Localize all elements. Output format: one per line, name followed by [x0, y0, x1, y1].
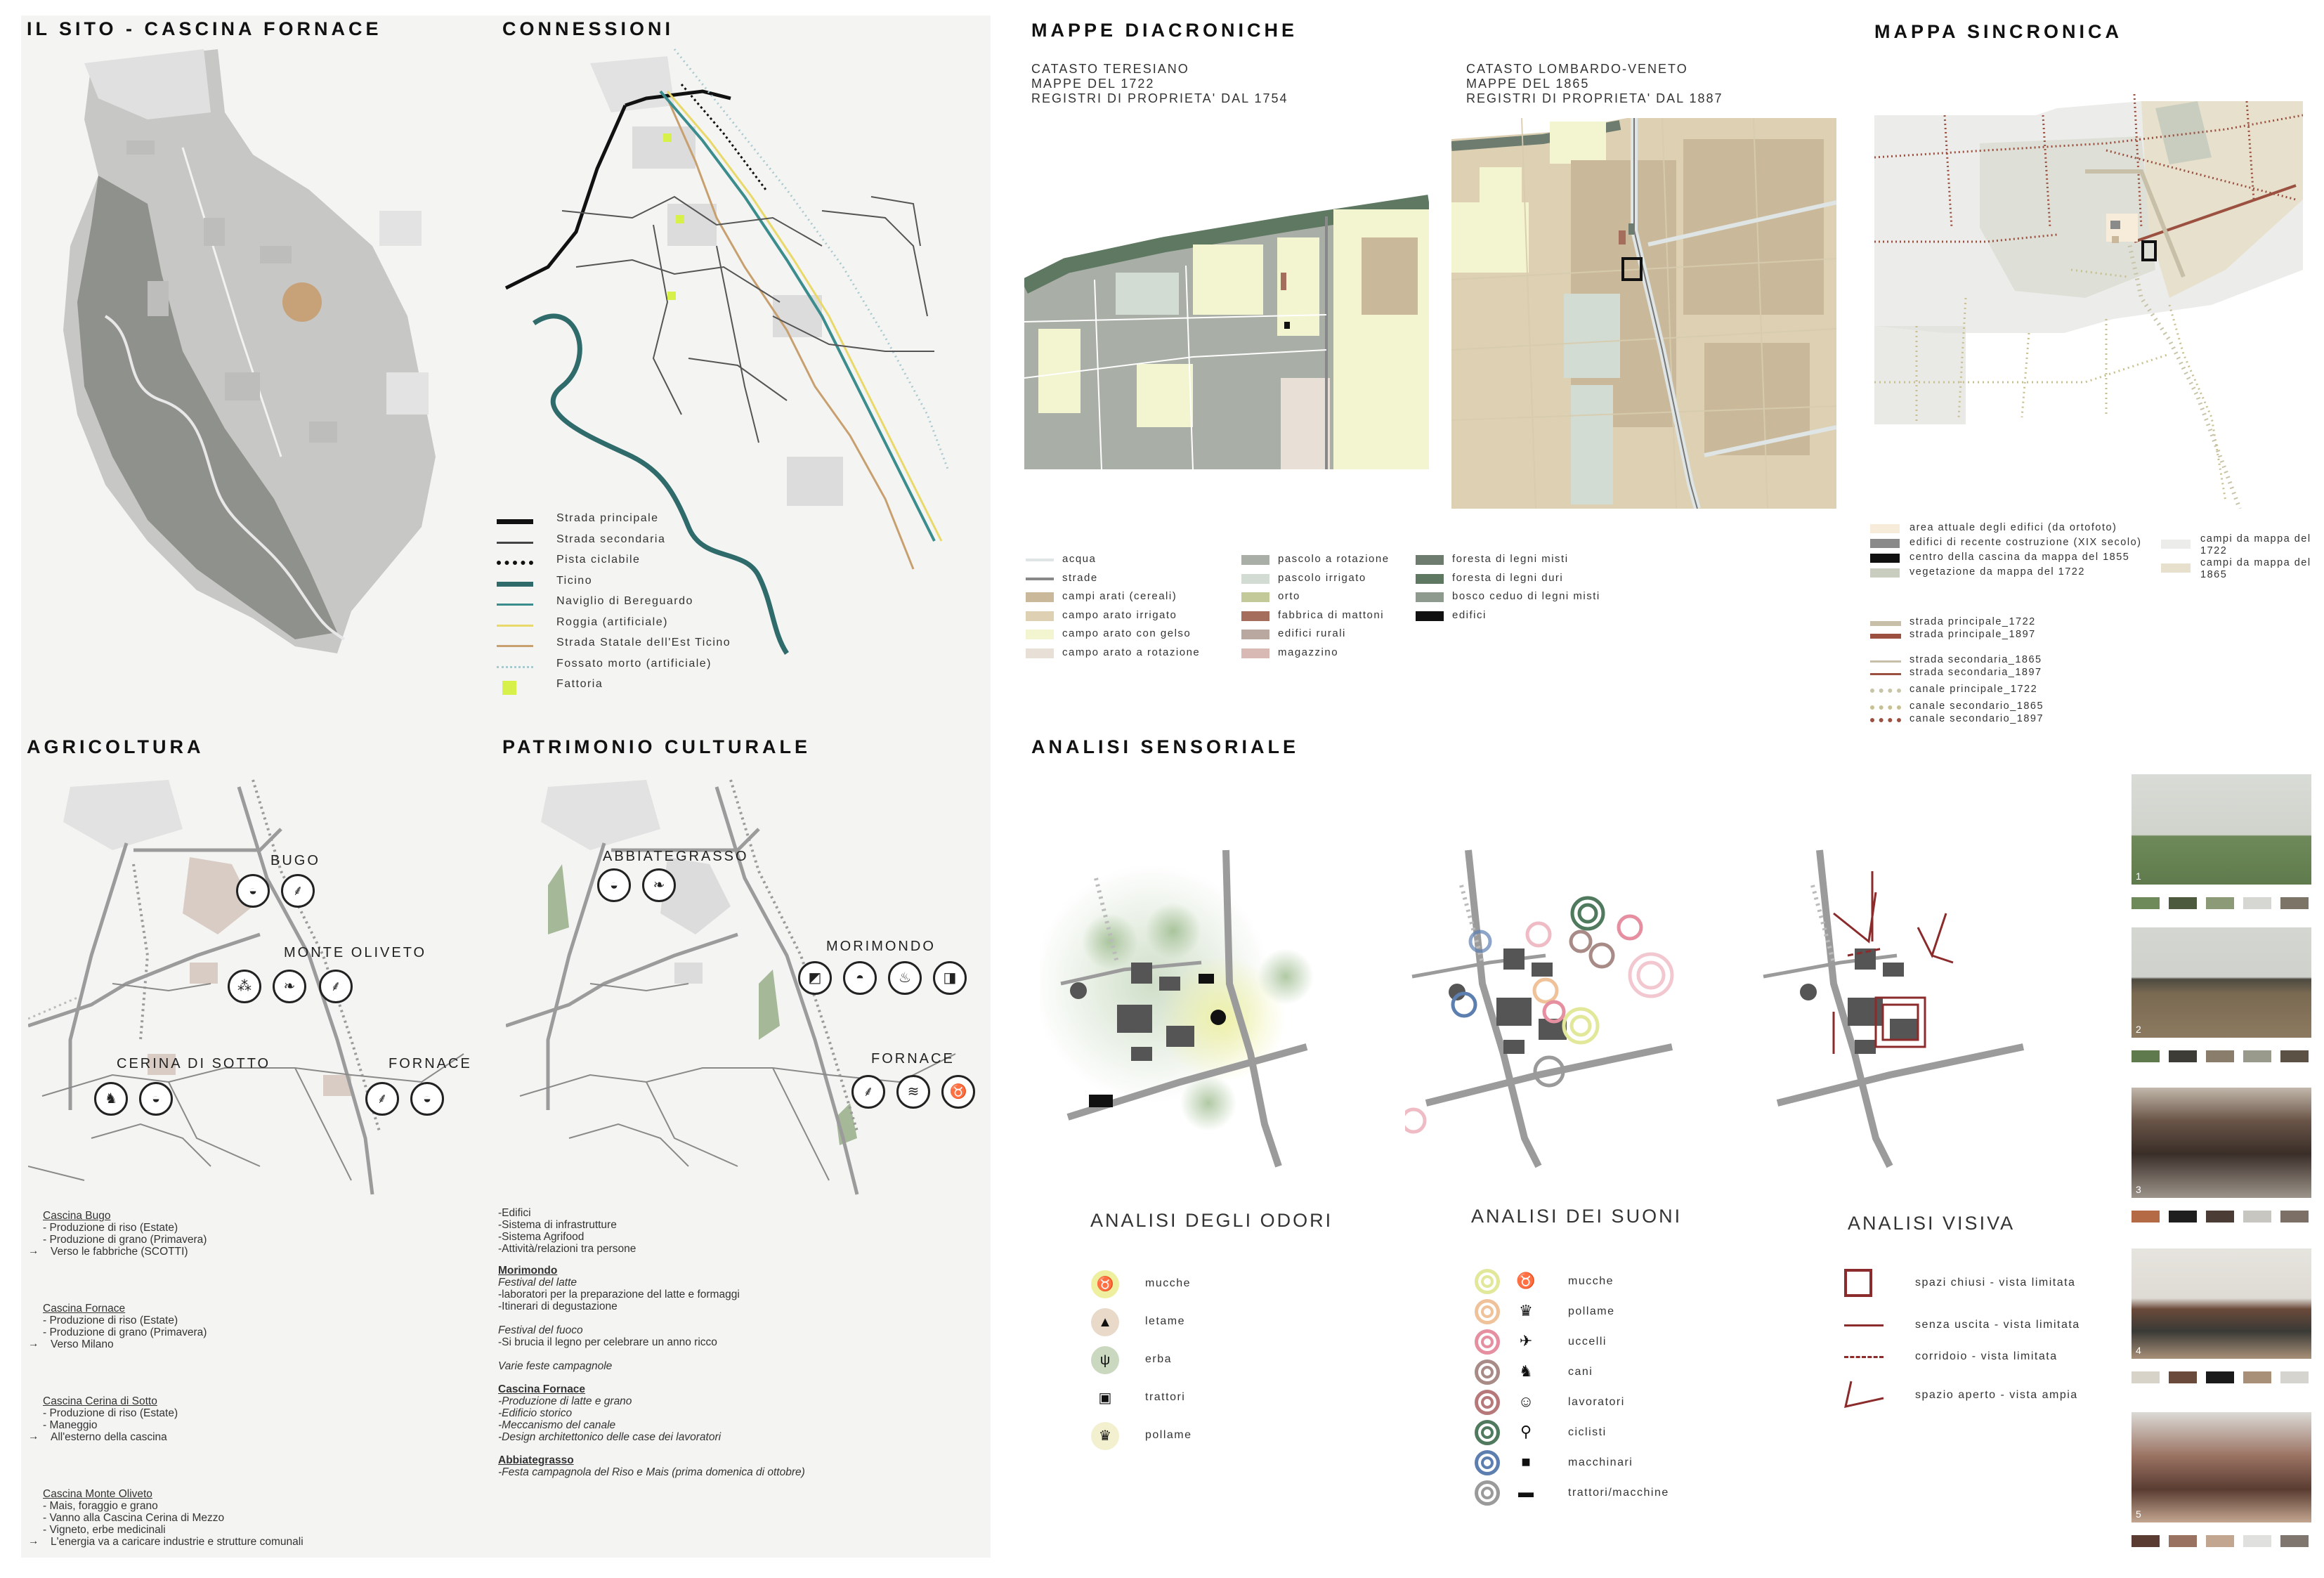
connessioni-legend-swatch — [497, 542, 533, 544]
diacroniche-legend-label: acqua — [1062, 553, 1097, 565]
palette-swatch — [2280, 897, 2309, 909]
patrimonio-label-morimondo: MORIMONDO — [826, 939, 936, 954]
sincronica-line-swatch — [1870, 718, 1901, 722]
machine-icon: ■ — [1521, 1453, 1531, 1471]
dog-icon: ♞ — [1519, 1362, 1533, 1380]
arrow-right-icon: → — [28, 1535, 39, 1547]
patrimonio-block-title: Morimondo — [498, 1265, 558, 1277]
corridor-icon — [1844, 1356, 1884, 1358]
sincronica-area-label: area attuale degli edifici (da ortofoto) — [1910, 522, 2117, 533]
agri-note-title: Cascina Bugo — [43, 1210, 111, 1222]
sincronica-area-swatch — [1870, 539, 1900, 548]
agri-note-line: - Produzione di grano (Primavera) — [43, 1326, 207, 1338]
agri-note-arrow-text: L'energia va a caricare industrie e strutture comunali — [51, 1536, 303, 1548]
connessioni-legend-label: Strada secondaria — [556, 533, 666, 545]
section-title-patrimonio: PATRIMONIO CULTURALE — [502, 736, 811, 757]
diacroniche-legend-swatch — [1241, 611, 1269, 621]
connessioni-legend-swatch — [497, 645, 533, 647]
palette-swatch — [2206, 1535, 2234, 1547]
palette-swatch — [2280, 1535, 2309, 1547]
agri-note-arrow-text: All'esterno della cascina — [51, 1431, 167, 1443]
sincronica-field-label: campi da mappa del 1722 — [2200, 533, 2311, 556]
catasto2-line2: MAPPE DEL 1865 — [1466, 77, 1590, 91]
palette-swatch — [2243, 897, 2271, 909]
palette-swatch — [2132, 1211, 2160, 1222]
palette-swatch — [2132, 1371, 2160, 1383]
catasto2-title: CATASTO LOMBARDO-VENETO — [1466, 62, 1688, 76]
sincronica-area-swatch — [1870, 568, 1900, 578]
diacroniche-legend-label: foresta di legni misti — [1452, 553, 1569, 565]
sound-ring-swatch — [1475, 1420, 1500, 1445]
odori-legend-label: trattori — [1145, 1391, 1186, 1403]
catasto2-line3: REGISTRI DI PROPRIETA' DAL 1887 — [1466, 91, 1723, 105]
palette-swatch — [2169, 897, 2197, 909]
patrimonio-intro-line: -Sistema Agrifood — [498, 1231, 585, 1243]
patrimonio-block-line: Varie feste campagnole — [498, 1360, 613, 1372]
diacroniche-legend-swatch — [1241, 555, 1269, 565]
sound-ring-swatch — [1475, 1480, 1500, 1506]
suoni-legend-label: mucche — [1568, 1275, 1614, 1287]
section-title-agricoltura: AGRICOLTURA — [27, 736, 204, 757]
cloche-icon: ◓ — [843, 961, 877, 995]
worker-icon: ☺ — [1517, 1393, 1534, 1410]
rice-bowl-icon: ◒ — [139, 1082, 173, 1116]
sincronica-area-label: edifici di recente costruzione (XIX secolo) — [1910, 537, 2142, 548]
site-photo — [2132, 1248, 2311, 1359]
site-photo — [2132, 1088, 2311, 1198]
diacroniche-legend-label: foresta di legni duri — [1452, 571, 1564, 584]
palette-swatch — [2206, 1050, 2234, 1062]
sincronica-line-label: strada principale_1722 — [1910, 616, 2036, 627]
diacroniche-legend-label: strade — [1062, 571, 1098, 584]
sincronica-line-swatch — [1870, 689, 1901, 693]
corn-icon: ❧ — [273, 970, 306, 1003]
site-photo — [2132, 774, 2311, 885]
sound-ring-swatch — [1475, 1329, 1500, 1355]
patrimonio-block-line: -Si brucia il legno per celebrare un anno ricco — [498, 1336, 717, 1348]
palette-swatch — [2243, 1211, 2271, 1222]
agri-note-line: - Vanno alla Cascina Cerina di Mezzo — [43, 1512, 225, 1524]
patrimonio-block-line: -Itinerari di degustazione — [498, 1300, 618, 1312]
patrimonio-label-abbiategrasso: ABBIATEGRASSO — [603, 849, 749, 864]
cow-icon: ♉ — [1091, 1270, 1119, 1298]
sound-ring-swatch — [1475, 1450, 1500, 1475]
patrimonio-block-line: -Produzione di latte e grano — [498, 1395, 632, 1407]
suoni-legend-label: ciclisti — [1568, 1426, 1607, 1438]
sincronica-line-label: strada secondaria_1897 — [1910, 667, 2042, 678]
diacroniche-legend-swatch — [1026, 648, 1054, 658]
palette-swatch — [2206, 897, 2234, 909]
agri-note-arrow-text: Verso Milano — [51, 1338, 114, 1350]
sincronica-area-label: vegetazione da mappa del 1722 — [1910, 566, 2085, 578]
rice-bowl-icon: ◒ — [236, 874, 270, 908]
palette-swatch — [2132, 1050, 2160, 1062]
suoni-legend-label: macchinari — [1568, 1456, 1633, 1468]
patrimonio-intro-line: -Sistema di infrastrutture — [498, 1219, 617, 1231]
palette-swatch — [2243, 1050, 2271, 1062]
diacroniche-legend-label: campo arato con gelso — [1062, 627, 1192, 639]
diacroniche-legend-label: orto — [1278, 590, 1300, 602]
patrimonio-intro-line: -Edifici — [498, 1207, 531, 1219]
patrimonio-intro-line: -Attività/relazioni tra persone — [498, 1243, 637, 1255]
sincronica-line-swatch — [1870, 634, 1901, 639]
wheat-icon: ⸙ — [851, 1075, 885, 1109]
open-view-icon — [1844, 1378, 1886, 1409]
palette-swatch — [2243, 1371, 2271, 1383]
connessioni-legend-label: Strada principale — [556, 512, 659, 524]
palette-swatch — [2169, 1535, 2197, 1547]
diacroniche-legend-swatch — [1241, 630, 1269, 639]
diacroniche-legend-swatch — [1241, 648, 1269, 658]
palette-swatch — [2169, 1050, 2197, 1062]
diacroniche-legend-swatch — [1026, 578, 1054, 580]
agri-note-line: - Mais, foraggio e grano — [43, 1500, 158, 1512]
visiva-legend-label: corridoio - vista limitata — [1915, 1350, 2058, 1362]
palette-swatch — [2206, 1371, 2234, 1383]
patrimonio-block-line: -Design architettonico delle case dei lavoratori — [498, 1431, 722, 1443]
site-overview-map — [42, 35, 464, 667]
sincronica-line-swatch — [1870, 673, 1901, 675]
diacroniche-legend-label: edifici rurali — [1278, 627, 1346, 639]
connessioni-legend-label: Strada Statale dell'Est Ticino — [556, 637, 731, 648]
sound-ring-swatch — [1475, 1390, 1500, 1415]
agri-label-monte-oliveto: MONTE OLIVETO — [284, 945, 427, 960]
connessioni-legend-label: Fattoria — [556, 678, 603, 690]
palette-swatch — [2243, 1535, 2271, 1547]
palette-swatch — [2280, 1211, 2309, 1222]
grapes-icon: ⁂ — [228, 970, 261, 1003]
agri-note-title: Cascina Cerina di Sotto — [43, 1395, 157, 1407]
visiva-legend-label: spazio aperto - vista ampia — [1915, 1389, 2078, 1401]
diacroniche-legend-label: campo arato irrigato — [1062, 608, 1177, 621]
sincronica-line-swatch — [1870, 705, 1901, 710]
fire-icon: ♨ — [888, 961, 922, 995]
odori-legend-label: letame — [1145, 1315, 1186, 1327]
chicken-icon: ♛ — [1091, 1422, 1119, 1450]
diacroniche-legend-label: campi arati (cereali) — [1062, 590, 1177, 602]
suoni-legend-label: trattori/macchine — [1568, 1487, 1669, 1499]
cow-icon: ♉ — [1516, 1272, 1536, 1289]
agri-label-bugo: BUGO — [270, 853, 320, 868]
sound-ring-swatch — [1475, 1299, 1500, 1324]
catasto1-line2: MAPPE DEL 1722 — [1031, 77, 1155, 91]
odori-map — [1040, 843, 1377, 1180]
agri-note-title: Cascina Fornace — [43, 1303, 126, 1315]
wheat-icon: ⸙ — [281, 874, 315, 908]
arrow-right-icon: → — [28, 1245, 39, 1257]
diacroniche-legend-label: pascolo irrigato — [1278, 571, 1366, 584]
photo-number: 4 — [2136, 1345, 2141, 1356]
sincronica-line-label: canale secondario_1897 — [1910, 713, 2044, 724]
diacroniche-legend-swatch — [1416, 574, 1444, 584]
sincronica-line-label: canale secondario_1865 — [1910, 700, 2044, 712]
arrow-right-icon: → — [28, 1430, 39, 1442]
photo-number: 5 — [2136, 1508, 2141, 1520]
suoni-legend-label: uccelli — [1568, 1336, 1607, 1348]
sincronica-field-label: campi da mappa del 1865 — [2200, 557, 2311, 580]
diacroniche-legend-swatch — [1026, 592, 1054, 602]
connessioni-legend-swatch — [497, 582, 533, 587]
photo-number: 1 — [2136, 870, 2141, 882]
patrimonio-block-line: -Meccanismo del canale — [498, 1419, 616, 1431]
sincronica-line-label: strada secondaria_1865 — [1910, 654, 2042, 665]
connessioni-legend-label: Fossato morto (artificiale) — [556, 657, 712, 670]
connessioni-legend-label: Pista ciclabile — [556, 554, 641, 566]
connessioni-legend-swatch — [497, 561, 533, 565]
sound-ring-swatch — [1475, 1359, 1500, 1385]
sincronica-line-swatch — [1870, 621, 1901, 626]
connessioni-legend-swatch — [497, 625, 533, 627]
agri-note-line: - Vigneto, erbe medicinali — [43, 1524, 166, 1536]
diacroniche-legend-label: bosco ceduo di legni misti — [1452, 590, 1600, 602]
bird-icon: ✈ — [1519, 1332, 1533, 1350]
dead-end-icon — [1844, 1324, 1884, 1326]
patrimonio-block-title: Cascina Fornace — [498, 1383, 586, 1395]
connessioni-legend-swatch — [497, 666, 533, 668]
agri-note-line: - Produzione di riso (Estate) — [43, 1315, 178, 1326]
section-title-connessioni: CONNESSIONI — [502, 18, 674, 39]
sincronica-line-label: strada principale_1897 — [1910, 629, 2036, 640]
palette-swatch — [2169, 1371, 2197, 1383]
wheat-icon: ⸙ — [365, 1082, 399, 1116]
rice-bowl-icon: ◒ — [410, 1082, 444, 1116]
palette-swatch — [2132, 897, 2160, 909]
diacroniche-legend-swatch — [1026, 559, 1054, 561]
patrimonio-block-line: -laboratori per la preparazione del latte e formaggi — [498, 1289, 740, 1300]
odori-legend-label: pollame — [1145, 1429, 1192, 1441]
patrimonio-block-title: Abbiategrasso — [498, 1454, 574, 1466]
diacroniche-legend-label: campo arato a rotazione — [1062, 646, 1201, 658]
palette-swatch — [2169, 1211, 2197, 1222]
diacroniche-legend-swatch — [1241, 592, 1269, 602]
diacroniche-legend-label: magazzino — [1278, 646, 1339, 658]
photo-number: 2 — [2136, 1024, 2141, 1035]
diacroniche-legend-swatch — [1416, 555, 1444, 565]
sound-ring-swatch — [1475, 1269, 1500, 1294]
cheese-icon: ◩ — [798, 961, 832, 995]
odori-legend-label: mucche — [1145, 1277, 1192, 1289]
visiva-legend-label: spazi chiusi - vista limitata — [1915, 1277, 2076, 1289]
palette-swatch — [2280, 1050, 2309, 1062]
diacroniche-legend-swatch — [1416, 592, 1444, 602]
odori-legend-label: erba — [1145, 1353, 1173, 1365]
catasto1-line3: REGISTRI DI PROPRIETA' DAL 1754 — [1031, 91, 1288, 105]
cow-icon: ♉ — [941, 1075, 975, 1109]
palette-swatch — [2206, 1211, 2234, 1222]
tractor-car-icon: ▬ — [1518, 1483, 1534, 1501]
patrimonio-block-line: -Edificio storico — [498, 1407, 573, 1419]
sincronica-area-label: centro della cascina da mappa del 1855 — [1910, 552, 2130, 563]
patrimonio-block-line: Festival del fuoco — [498, 1324, 583, 1336]
section-title-mappa-sincronica: MAPPA SINCRONICA — [1874, 21, 2123, 42]
site-photo — [2132, 1412, 2311, 1522]
diacroniche-legend-label: pascolo a rotazione — [1278, 553, 1390, 565]
corn-icon: ❧ — [642, 868, 676, 902]
horse-icon: ♞ — [94, 1082, 128, 1116]
suoni-legend-label: lavoratori — [1568, 1396, 1625, 1408]
water-icon: ≋ — [896, 1075, 930, 1109]
visiva-title: ANALISI VISIVA — [1848, 1213, 2016, 1234]
patrimonio-block-line: -Festa campagnola del Riso e Mais (prima domenica di ottobre) — [498, 1466, 805, 1478]
section-title-sito: IL SITO - CASCINA FORNACE — [27, 18, 382, 39]
catasto-teresiano-map — [1024, 181, 1429, 469]
connessioni-legend-label: Naviglio di Bereguardo — [556, 595, 693, 607]
connessioni-legend-swatch — [497, 519, 533, 524]
catasto-lombardo-veneto-map — [1451, 118, 1836, 509]
diacroniche-legend-label: fabbrica di mattoni — [1278, 608, 1385, 621]
agri-note-arrow-text: Verso le fabbriche (SCOTTI) — [51, 1246, 188, 1258]
section-title-mappe-diacroniche: MAPPE DIACRONICHE — [1031, 20, 1298, 41]
diacroniche-legend-swatch — [1241, 574, 1269, 584]
mappa-sincronica-map — [1874, 87, 2303, 509]
photo-number: 3 — [2136, 1184, 2141, 1195]
suoni-map — [1405, 843, 1728, 1180]
agri-note-line: - Produzione di grano (Primavera) — [43, 1234, 207, 1246]
visiva-map — [1756, 843, 2051, 1180]
tractor-icon: ▣ — [1091, 1384, 1119, 1412]
connessioni-legend-label: Roggia (artificiale) — [556, 615, 668, 628]
agri-note-title: Cascina Monte Oliveto — [43, 1488, 152, 1500]
cyclist-icon: ⚲ — [1520, 1423, 1532, 1440]
connessioni-legend-swatch — [502, 681, 516, 695]
sincronica-line-label: canale principale_1722 — [1910, 684, 2038, 695]
agri-note-line: - Produzione di riso (Estate) — [43, 1222, 178, 1234]
patrimonio-block-line: Festival del latte — [498, 1277, 577, 1289]
suoni-title: ANALISI DEI SUONI — [1471, 1206, 1683, 1227]
suoni-legend-label: pollame — [1568, 1305, 1615, 1317]
palette-swatch — [2280, 1371, 2309, 1383]
diacroniche-legend-label: edifici — [1452, 608, 1487, 621]
diacroniche-legend-swatch — [1416, 611, 1444, 621]
agri-note-line: - Produzione di riso (Estate) — [43, 1407, 178, 1419]
cheese-icon: ◨ — [933, 961, 967, 995]
section-title-sensoriale: ANALISI SENSORIALE — [1031, 736, 1300, 757]
arrow-right-icon: → — [28, 1338, 39, 1350]
connessioni-map — [492, 35, 955, 667]
catasto1-title: CATASTO TERESIANO — [1031, 62, 1189, 76]
agri-label-fornace: FORNACE — [389, 1056, 472, 1071]
suoni-legend-label: cani — [1568, 1366, 1593, 1378]
diacroniche-legend-swatch — [1026, 611, 1054, 621]
sincronica-area-swatch — [1870, 554, 1900, 563]
site-photo — [2132, 927, 2311, 1038]
patrimonio-label-fornace: FORNACE — [871, 1051, 955, 1067]
grass-icon: ψ — [1091, 1346, 1119, 1374]
visiva-legend-label: senza uscita - vista limitata — [1915, 1319, 2080, 1331]
manure-icon: ▲ — [1091, 1308, 1119, 1336]
chicken-icon: ♛ — [1519, 1302, 1533, 1319]
rice-bowl-icon: ◒ — [597, 868, 631, 902]
palette-swatch — [2132, 1535, 2160, 1547]
sincronica-field-swatch — [2161, 563, 2191, 573]
agri-note-line: - Maneggio — [43, 1419, 98, 1431]
connessioni-legend-label: Ticino — [556, 574, 593, 587]
diacroniche-legend-swatch — [1026, 630, 1054, 639]
connessioni-legend-swatch — [497, 604, 533, 606]
wheat-icon: ⸙ — [319, 970, 353, 1003]
sincronica-field-swatch — [2161, 540, 2191, 549]
agri-label-cerina-di-sotto: CERINA DI SOTTO — [117, 1056, 271, 1071]
enclosed-space-icon — [1844, 1269, 1872, 1297]
sincronica-line-swatch — [1870, 660, 1901, 663]
odori-title: ANALISI DEGLI ODORI — [1090, 1210, 1333, 1231]
sincronica-area-swatch — [1870, 524, 1900, 533]
